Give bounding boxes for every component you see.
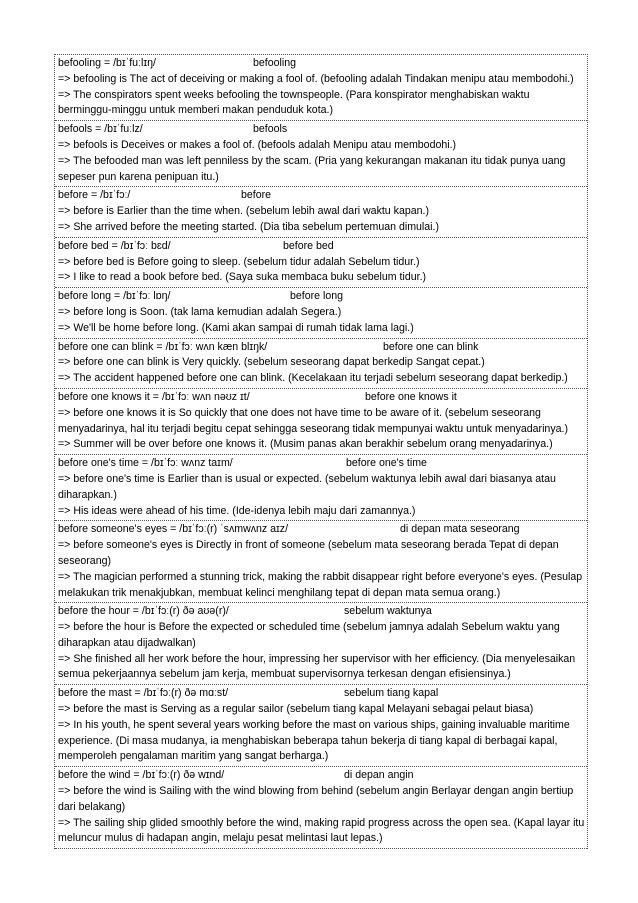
entry-header: [58, 56, 585, 72]
definition: => before one knows it is So quickly that one does not have time to be aware of it. (sebelum seseorang menyadarinya, hal itu terjadi begitu cepat sehingga seseorang tidak mempunyai waktu untuk menyadarinya.): [58, 406, 568, 435]
term-pronunciation: before someone's eyes = /bɪˈfɔː(r) ˈsʌmwʌnz aɪz/: [58, 523, 289, 536]
vocabulary-table: [54, 54, 588, 849]
definition: => before someone's eyes is Directly in front of someone (sebelum mata seseorang berada Tepat di depan seseorang): [58, 539, 559, 567]
entry-befools: [55, 121, 587, 187]
entry-before: [55, 187, 587, 237]
entry-before-ones-time: [55, 455, 587, 521]
definition: => before long is Soon. (tak lama kemudian adalah Segera.): [58, 305, 342, 318]
term-pronunciation: before = /bɪˈfɔː/: [58, 189, 131, 202]
entry-before-long: [55, 288, 587, 338]
example-sentence: => She arrived before the meeting started. (Dia tiba sebelum pertemuan dimulai.): [58, 220, 439, 233]
example-sentence: => The conspirators spent weeks befooling the townspeople. (Para konspirator menghabiskan waktu berminggu-minggu untuk memberi makan penduduk kota.): [58, 88, 530, 117]
term-pronunciation: before the wind = /bɪˈfɔː(r) ðə wɪnd/: [58, 769, 225, 782]
translation: before long: [290, 290, 344, 303]
example-sentence: => His ideas were ahead of his time. (Ide-idenya lebih maju dari zamannya.): [58, 504, 416, 517]
translation: sebelum tiang kapal: [344, 687, 439, 700]
term-pronunciation: before the mast = /bɪˈfɔː(r) ðə mɑːst/: [58, 687, 229, 700]
entry-before-the-mast: [55, 685, 587, 767]
definition: => before the hour is Before the expected or scheduled time (sebelum jamnya adalah Sebelum waktu yang diharapkan atau dijadwalkan): [58, 621, 560, 649]
example-sentence: => The sailing ship glided smoothly before the wind, making rapid progress across the open sea. (Kapal layar itu meluncur mulus di hadapan angin, melaju pesat melintasi laut lepas.): [58, 816, 585, 845]
definition: => before bed is Before going to sleep. (sebelum tidur adalah Sebelum tidur.): [58, 255, 420, 268]
example-sentence: => The accident happened before one can blink. (Kecelakaan itu terjadi sebelum seseorang dapat berkedip.): [58, 372, 568, 385]
entry-before-someones-eyes: [55, 521, 587, 603]
entry-header: [58, 604, 585, 620]
definition: => before one's time is Earlier than is usual or expected. (sebelum waktunya lebih awal dari biasanya atau diharapkan.): [58, 472, 556, 501]
translation: di depan angin: [344, 769, 414, 782]
entry-header: [58, 289, 585, 305]
translation: di depan mata seseorang: [400, 523, 520, 536]
entry-header: [58, 239, 585, 255]
entry-before-one-can-blink: [55, 339, 587, 389]
entry-before-one-knows-it: [55, 389, 587, 455]
entry-before-bed: [55, 238, 587, 288]
translation: before: [241, 189, 272, 202]
entry-header: [58, 340, 585, 356]
term-pronunciation: befools = /bɪˈfuːlz/: [58, 123, 143, 136]
translation: before one can blink: [383, 340, 479, 353]
translation: before bed: [283, 239, 334, 252]
translation: befools: [253, 123, 288, 136]
entry-before-the-wind: [55, 767, 587, 849]
example-sentence: => She finished all her work before the hour, impressing her supervisor with her efficiency. (Dia menyelesaikan semua pekerjaannya sebelum jam kerja, membuat supervisornya terkesan dengan efisiensinya.): [58, 652, 576, 681]
entry-befooling: [55, 55, 587, 121]
example-sentence: => The befooded man was left penniless by the scam. (Pria yang kekurangan makanan itu tidak punya uang sepeser pun karena penipuan itu.): [58, 154, 566, 183]
definition: => before is Earlier than the time when. (sebelum lebih awal dari waktu kapan.): [58, 205, 429, 218]
term-pronunciation: before long = /bɪˈfɔː lɒŋ/: [58, 290, 171, 303]
example-sentence: => Summer will be over before one knows it. (Musim panas akan berakhir sebelum orang menyadarinya.): [58, 438, 553, 451]
term-pronunciation: before one's time = /bɪˈfɔː wʌnz taɪm/: [58, 457, 233, 470]
example-sentence: => The magician performed a stunning trick, making the rabbit disappear right before everyone's eyes. (Pesulap melakukan trik menakjubkan, membuat kelinci menghilang tepat di depan mata semua orang.): [58, 570, 583, 599]
entry-header: [58, 522, 585, 538]
term-pronunciation: before one can blink = /bɪˈfɔː wʌn kæn blɪŋk/: [58, 340, 268, 353]
translation: sebelum waktunya: [344, 605, 432, 618]
term-pronunciation: before one knows it = /bɪˈfɔː wʌn nəʊz ɪt/: [58, 390, 250, 403]
entry-header: [58, 188, 585, 204]
term-pronunciation: befooling = /bɪˈfuːlɪŋ/: [58, 57, 156, 69]
translation: before one knows it: [365, 390, 457, 403]
term-pronunciation: before the hour = /bɪˈfɔː(r) ðə aʊə(r)/: [58, 605, 229, 618]
entry-header: [58, 456, 585, 472]
entry-header: [58, 768, 585, 784]
definition: => before one can blink is Very quickly. (sebelum seseorang dapat berkedip Sangat cepat.): [58, 356, 485, 369]
translation: befooling: [253, 57, 297, 69]
translation: before one's time: [346, 457, 427, 470]
entry-before-the-hour: [55, 603, 587, 685]
term-pronunciation: before bed = /bɪˈfɔː bɛd/: [58, 239, 171, 252]
entry-header: [58, 686, 585, 702]
definition: => before the wind is Sailing with the wind blowing from behind (sebelum angin Berlayar dengan angin bertiup dari belakang): [58, 785, 574, 813]
definition: => befools is Deceives or makes a fool of. (befools adalah Menipu atau membodohi.): [58, 138, 457, 151]
example-sentence: => I like to read a book before bed. (Saya suka membaca buku sebelum tidur.): [58, 271, 427, 284]
entry-header: [58, 390, 585, 406]
definition: => befooling is The act of deceiving or making a fool of. (befooling adalah Tindakan menipu atau membodohi.): [58, 72, 574, 85]
example-sentence: => In his youth, he spent several years working before the mast on various ships, gaining invaluable maritime experience. (Di masa mudanya, ia menghabiskan beberapa tahun bekerja di tiang kapal di berbagai kapal, memperoleh pengalaman maritim yang sangat berharga.): [58, 718, 570, 763]
example-sentence: => We'll be home before long. (Kami akan sampai di rumah tidak lama lagi.): [58, 321, 414, 334]
entry-header: [58, 122, 585, 138]
definition: => before the mast is Serving as a regular sailor (sebelum tiang kapal Melayani sebagai pelaut biasa): [58, 703, 534, 716]
